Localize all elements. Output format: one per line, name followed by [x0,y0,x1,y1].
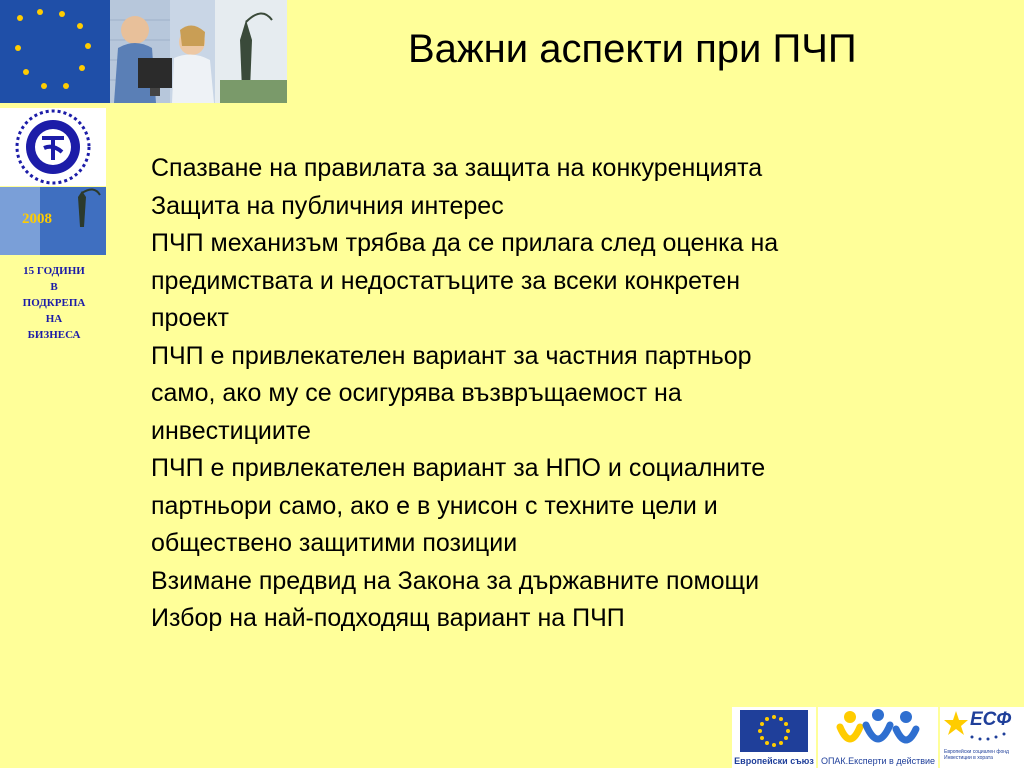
bullet-line: Защита на публичния интерес [151,191,504,220]
anniversary-line: НА [45,313,63,325]
bullet-line: проект [151,304,229,332]
logo-2008 [0,187,106,255]
bullet-line: само, ако му се осигурява възвръщаемост на [151,379,682,407]
eu-label: Европейски съюз [734,756,814,766]
opak-figures-icon [818,707,938,755]
anniversary-line: ПОДКРЕПА [22,297,86,309]
esf-caption [944,749,1022,761]
logo-year: 2008 [22,211,52,227]
anniversary-line: В [50,281,58,293]
eu-logo [732,707,816,768]
bullet-line: инвестициите [151,416,311,445]
anniversary-text [0,263,108,343]
yambol-emblem-icon [0,108,106,186]
bullet-line: Взимане предвид на Закона за държавните помощи [151,566,760,595]
anniversary-line: БИЗНЕСА [27,329,81,341]
bullet-list [151,150,951,638]
esf-text: ЕСФ [970,709,1012,730]
anniversary-line: 15 ГОДИНИ [23,265,85,277]
opak-label: ОПАК.Експерти в действие [820,756,936,766]
slide-title: Важни аспекти при ПЧП [408,27,857,71]
bullet-line: ПЧП е привлекателен вариант за НПО и социалните [151,454,766,482]
bullet-line: ПЧП механизъм трябва да се прилага след оценка на [151,229,779,257]
yambol-logo [0,108,106,186]
header-photo-collage [0,0,287,103]
bullet-line: обществено защитими позиции [151,529,518,557]
bullet-line: партньори само, ако е в унисон с техните цели и [151,491,718,520]
esf-logo [940,707,1024,768]
esf-caption-line: Европейски социален фонд [944,749,1009,755]
bullet-line: Спазване на правилата за защита на конкуренцията [151,154,763,182]
eu-flag-icon [732,707,816,755]
collage-image [0,0,287,103]
bullet-line: ПЧП е привлекателен вариант за частния партньор [151,341,752,370]
opak-logo [818,707,938,768]
bullet-line: предимствата и недостатъците за всеки конкретен [151,266,741,295]
esf-caption-line: Инвестиции в хората [944,755,993,761]
bullet-line: Избор на най-подходящ вариант на ПЧП [151,604,625,632]
